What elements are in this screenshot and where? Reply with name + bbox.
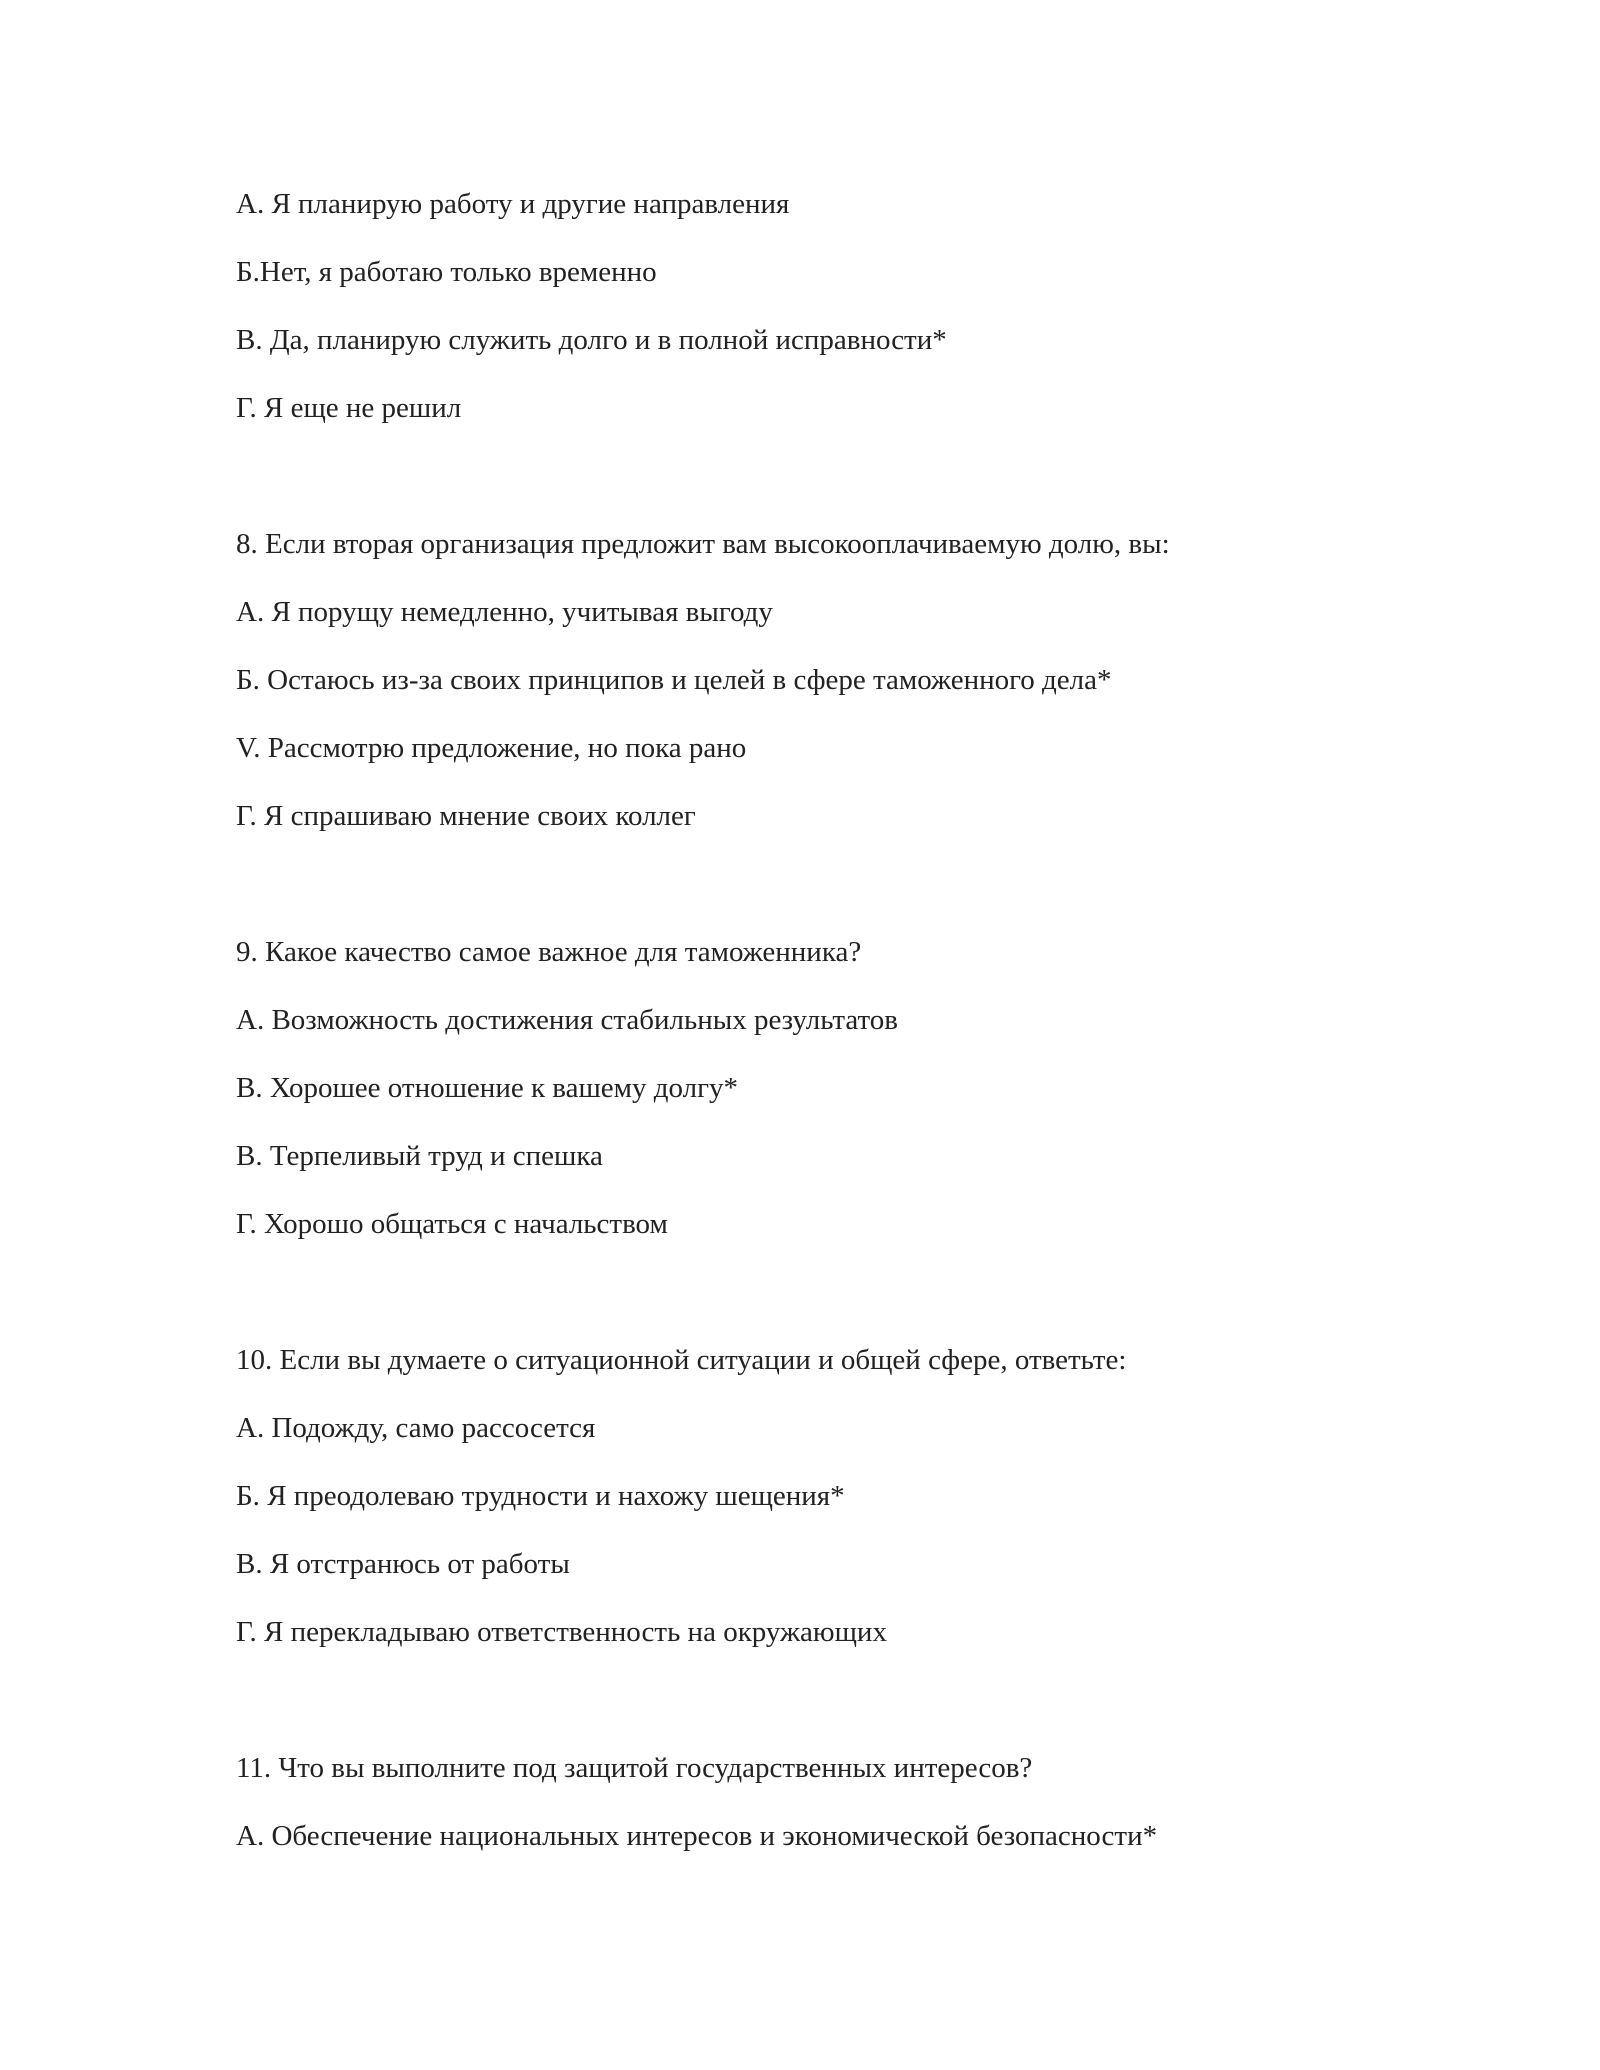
- question-text: 9. Какое качество самое важное для таможенника?: [236, 936, 862, 968]
- answer-option: А. Подожду, само рассосется: [236, 1412, 596, 1444]
- spacer: [236, 458, 1416, 526]
- answer-option: Г. Хорошо общаться с начальством: [236, 1208, 668, 1240]
- question-text: 10. Если вы думаете о ситуационной ситуации и общей сфере, ответьте:: [236, 1344, 1127, 1376]
- answer-option: Г. Я перекладываю ответственность на окружающих: [236, 1616, 887, 1648]
- answer-option: В. Терпеливый труд и спешка: [236, 1140, 603, 1172]
- answer-option: А. Я планирую работу и другие направления: [236, 188, 790, 220]
- answer-option: Б. Я преодолеваю трудности и нахожу шещения*: [236, 1480, 845, 1512]
- document-content: [236, 186, 1416, 1886]
- answer-option: А. Возможность достижения стабильных результатов: [236, 1004, 898, 1036]
- answer-option: В. Хорошее отношение к вашему долгу*: [236, 1072, 739, 1104]
- question-block-7: [236, 186, 1416, 426]
- spacer: [236, 866, 1416, 934]
- answer-option: V. Рассмотрю предложение, но пока рано: [236, 732, 747, 764]
- question-text: 8. Если вторая организация предложит вам высокооплачиваемую долю, вы:: [236, 528, 1170, 560]
- answer-option: Б. Остаюсь из-за своих принципов и целей в сфере таможенного дела*: [236, 664, 1112, 696]
- spacer: [236, 1682, 1416, 1750]
- answer-option: Б.Нет, я работаю только временно: [236, 256, 657, 288]
- answer-option: В. Я отстранюсь от работы: [236, 1548, 570, 1580]
- answer-option: В. Да, планирую служить долго и в полной исправности*: [236, 324, 947, 356]
- question-block-10: [236, 1342, 1416, 1650]
- answer-option: Г. Я еще не решил: [236, 392, 462, 424]
- spacer: [236, 1274, 1416, 1342]
- answer-option: А. Я порущу немедленно, учитывая выгоду: [236, 596, 773, 628]
- answer-option: А. Обеспечение национальных интересов и экономической безопасности*: [236, 1820, 1158, 1852]
- question-block-8: [236, 526, 1416, 834]
- question-block-9: [236, 934, 1416, 1242]
- answer-option: Г. Я спрашиваю мнение своих коллег: [236, 800, 696, 832]
- question-block-11: [236, 1750, 1416, 1854]
- question-text: 11. Что вы выполните под защитой государственных интересов?: [236, 1752, 1033, 1784]
